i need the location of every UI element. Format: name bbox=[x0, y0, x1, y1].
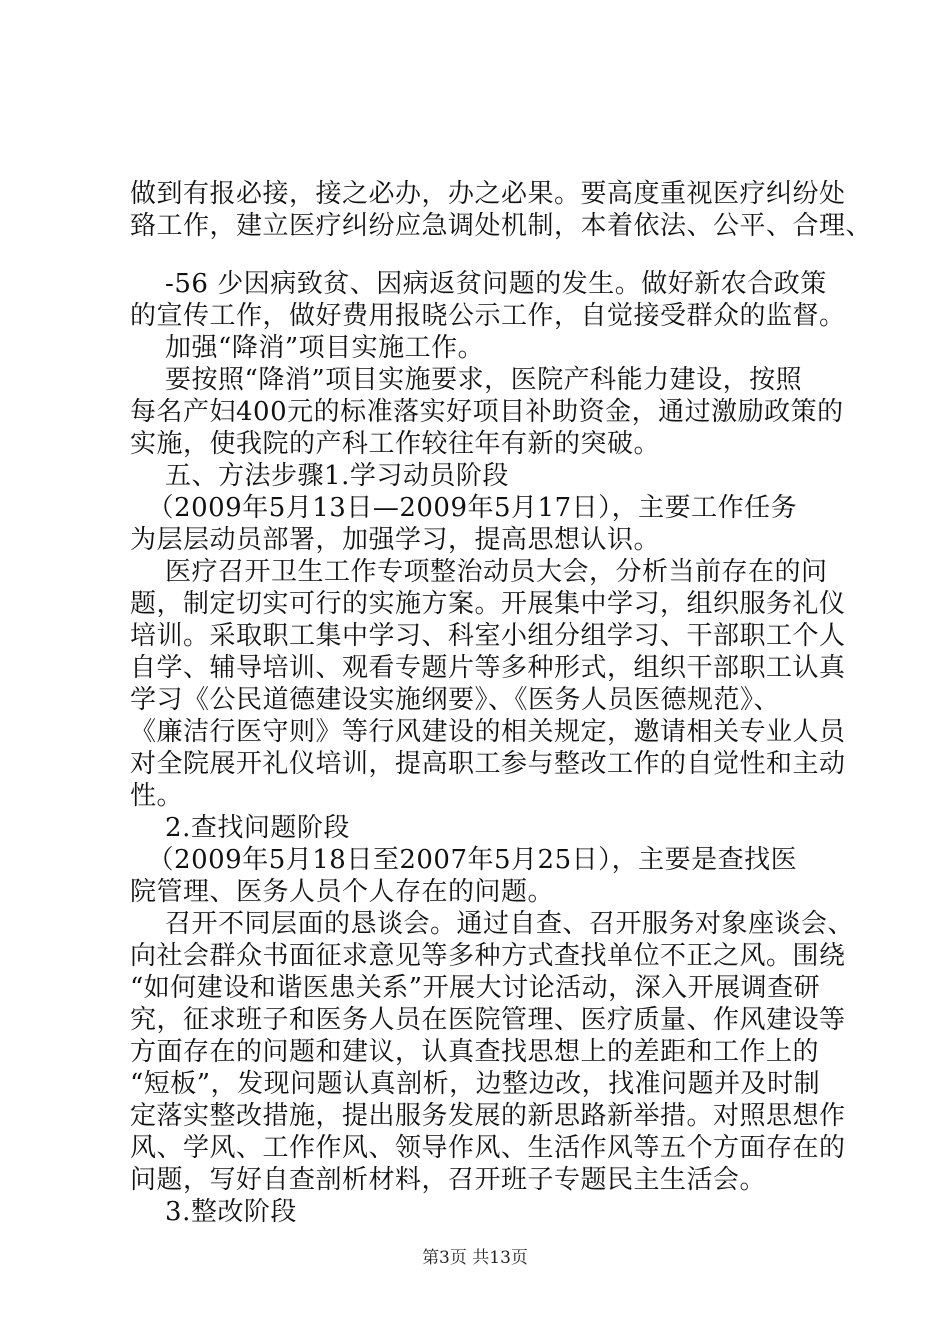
text-line: 问题，写好自查剖析材料，召开班子专题民主生活会。 bbox=[130, 1165, 767, 1195]
text-line: 每名产妇400元的标准落实好项目补助资金，通过激励政策的 bbox=[130, 397, 844, 427]
page-footer: 第3页 共13页 bbox=[422, 1248, 528, 1268]
section-heading: 3.整改阶段 bbox=[130, 1197, 297, 1227]
text-line: 向社会群众书面征求意见等多种方式查找单位不正之风。围绕 bbox=[130, 941, 846, 971]
text-line: 性。 bbox=[130, 781, 184, 811]
text-line: 对全院展开礼仪培训，提高职工参与整改工作的自觉性和主动 bbox=[130, 749, 846, 779]
section-heading: 2.查找问题阶段 bbox=[130, 813, 350, 843]
text-line: 做到有报必接，接之必办，办之必果。要高度重视医疗纠纷处 bbox=[130, 179, 846, 209]
text-line: “如何建设和谐医患关系”开展大讨论活动，深入开展调查研 bbox=[130, 973, 821, 1003]
text-line: 题，制定切实可行的实施方案。开展集中学习，组织服务礼仪 bbox=[130, 589, 846, 619]
text-line: 加强“降消”项目实施工作。 bbox=[130, 333, 485, 363]
text-line: 自学、辅导培训、观看专题片等多种形式，组织干部职工认真 bbox=[130, 653, 846, 683]
text-line: 要按照“降消”项目实施要求，医院产科能力建设，按照 bbox=[130, 365, 803, 395]
text-line: 究，征求班子和医务人员在医院管理、医疗质量、作风建设等 bbox=[130, 1005, 846, 1035]
text-line: 定落实整改措施，提出服务发展的新思路新举措。对照思想作 bbox=[130, 1101, 846, 1131]
text-line: 医疗召开卫生工作专项整治动员大会，分析当前存在的问 bbox=[130, 557, 828, 587]
text-line: 的宣传工作，做好费用报晓公示工作，自觉接受群众的监督。 bbox=[130, 301, 846, 331]
text-line: 《廉洁行医守则》等行风建设的相关规定，邀请相关专业人员 bbox=[130, 717, 846, 747]
text-line: 为层层动员部署，加强学习，提高思想认识。 bbox=[130, 525, 661, 555]
text-line: 院管理、医务人员个人存在的问题。 bbox=[130, 877, 555, 907]
text-line: 臵工作，建立医疗纠纷应急调处机制，本着依法、公平、合理、 bbox=[130, 211, 873, 241]
text-line: 召开不同层面的恳谈会。通过自查、召开服务对象座谈会、 bbox=[130, 909, 855, 939]
section-heading: 五、方法步骤1.学习动员阶段 bbox=[130, 461, 509, 491]
text-line: （2009年5月18日至2007年5月25日），主要是查找医 bbox=[130, 845, 798, 875]
text-line: 培训。采取职工集中学习、科室小组分组学习、干部职工个人 bbox=[130, 621, 846, 651]
text-line: -56 少因病致贫、因病返贫问题的发生。做好新农合政策 bbox=[130, 269, 827, 299]
text-line: “短板”，发现问题认真剖析，边整边改，找准问题并及时制 bbox=[130, 1069, 821, 1099]
text-line: 方面存在的问题和建议，认真查找思想上的差距和工作上的 bbox=[130, 1037, 820, 1067]
text-line: 实施，使我院的产科工作较往年有新的突破。 bbox=[130, 429, 661, 459]
text-line: 学习《公民道德建设实施纲要》、《医务人员医德规范》、 bbox=[130, 685, 781, 715]
text-line: 风、学风、工作作风、领导作风、生活作风等五个方面存在的 bbox=[130, 1133, 846, 1163]
text-line: （2009年5月13日—2009年5月17日），主要工作任务 bbox=[130, 493, 798, 523]
